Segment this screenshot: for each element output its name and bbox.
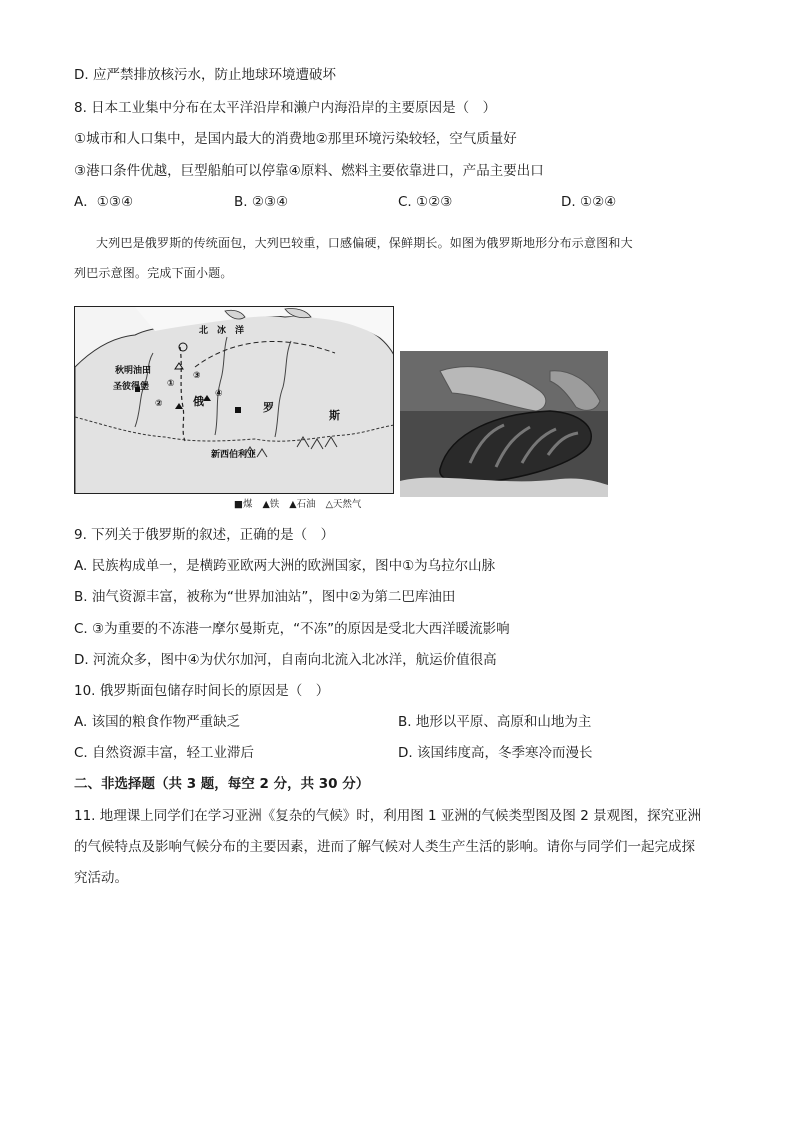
map-label-country-1: 俄: [193, 395, 204, 408]
q9-option-a: A. 民族构成单一，是横跨亚欧两大洲的欧洲国家，图中①为乌拉尔山脉: [74, 558, 496, 574]
q7-option-d: D. 应严禁排放核污水，防止地球环境遭破坏: [74, 67, 336, 83]
q11-line-1: 11. 地理课上同学们在学习亚洲《复杂的气候》时，利用图 1 亚洲的气候类型图及图 2 景观图，探究亚洲: [74, 808, 702, 824]
passage-line-1: 大列巴是俄罗斯的传统面包，大列巴较重，口感偏硬，保鲜期长。如图为俄罗斯地形分布示意图和大: [96, 236, 633, 250]
legend-oil: ▲石油: [289, 499, 316, 510]
q10-option-c: C. 自然资源丰富，轻工业滞后: [74, 745, 255, 761]
map-label-coalfield: 新西伯利亚: [211, 450, 257, 460]
section-2-heading: 二、非选择题（共 3 题，每空 2 分，共 30 分）: [74, 776, 370, 792]
legend-iron: ▲铁: [262, 499, 280, 510]
map-label-country-3: 斯: [329, 409, 340, 422]
bread-photo: [400, 351, 608, 497]
q8-option-a: A．①③④: [74, 194, 134, 210]
q10-option-b: B. 地形以平原、高原和山地为主: [398, 714, 592, 730]
bread-photo-drawing: [400, 351, 608, 497]
map-label-number-4: ④: [215, 389, 223, 399]
figure-russia: [74, 306, 610, 512]
passage-line-2: 列巴示意图。完成下面小题。: [74, 266, 233, 280]
map-label-number-2: ②: [155, 399, 163, 409]
q8-reason-line-1: ①城市和人口集中，是国内最大的消费地②那里环境污染较轻，空气质量好: [74, 131, 517, 147]
map-label-number-3: ③: [193, 371, 201, 381]
map-label-city: 圣彼得堡: [113, 382, 150, 392]
map-label-oilfield: 秋明油田: [115, 366, 152, 376]
q8-stem: 8. 日本工业集中分布在太平洋沿岸和濑户内海沿岸的主要原因是（ ）: [74, 100, 497, 116]
q10-stem: 10. 俄罗斯面包储存时间长的原因是（ ）: [74, 683, 330, 699]
map-legend: [234, 496, 361, 510]
q8-option-c: C. ①②③: [398, 194, 453, 210]
q10-option-a: A. 该国的粮食作物严重缺乏: [74, 714, 241, 730]
q8-reason-line-2: ③港口条件优越，巨型船舶可以停靠④原料、燃料主要依靠进口，产品主要出口: [74, 163, 544, 179]
q10-option-d: D. 该国纬度高，冬季寒冷而漫长: [398, 745, 593, 761]
map-label-country-2: 罗: [263, 401, 274, 414]
map-label-number-1: ①: [167, 379, 175, 389]
q11-line-2: 的气候特点及影响气候分布的主要因素，进而了解气候对人类生产生活的影响。请你与同学们一起完成探: [74, 839, 695, 855]
q8-option-b: B. ②③④: [234, 194, 289, 210]
q9-option-c: C. ③为重要的不冻港一摩尔曼斯克，“不冻”的原因是受北大西洋暖流影响: [74, 621, 510, 637]
legend-gas: △天然气: [325, 499, 362, 510]
russia-map: [74, 306, 394, 494]
q8-option-d: D. ①②④: [561, 194, 617, 210]
map-label-ocean: 北 冰 洋: [199, 326, 245, 336]
q11-line-3: 究活动。: [74, 870, 128, 886]
legend-coal: ■煤: [234, 499, 253, 510]
q9-option-d: D. 河流众多，图中④为伏尔加河，自南向北流入北冰洋，航运价值很高: [74, 652, 497, 668]
q9-option-b: B. 油气资源丰富，被称为“世界加油站”，图中②为第二巴库油田: [74, 589, 456, 605]
q9-stem: 9. 下列关于俄罗斯的叙述，正确的是（ ）: [74, 527, 335, 543]
